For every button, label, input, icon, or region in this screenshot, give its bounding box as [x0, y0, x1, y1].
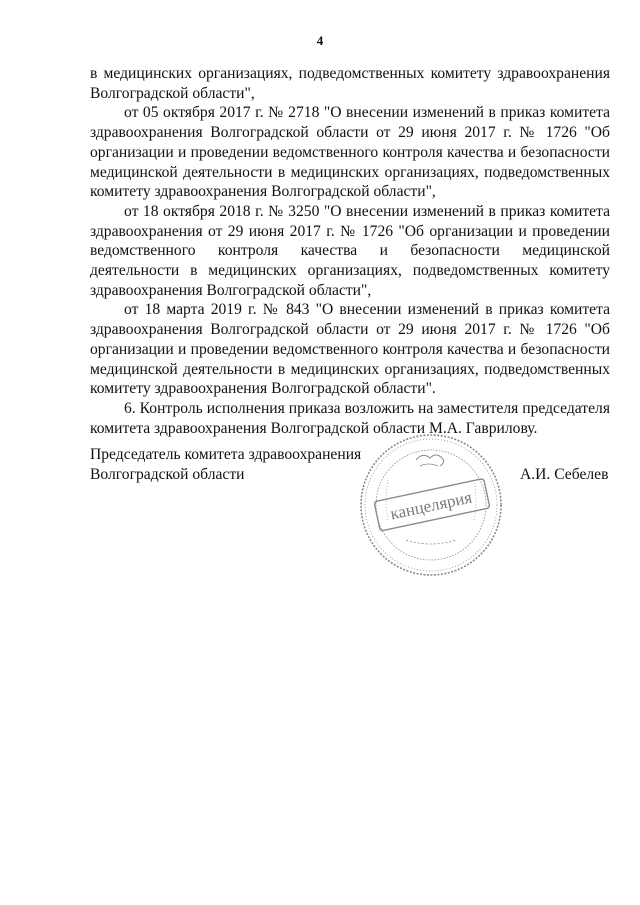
paragraph: 6. Контроль исполнения приказа возложить на заместителя председателя комитета здравоохранения Волгоградской области М.А. Гаврилову.: [90, 399, 610, 437]
signatory-position-line: Председатель комитета здравоохранения: [90, 446, 362, 463]
stamp-text: канцелярия: [388, 487, 474, 524]
page-number: 4: [316, 33, 324, 48]
document-body: [90, 64, 610, 438]
signatory-position: [90, 445, 361, 485]
signatory-name: А.И. Себелев: [520, 466, 609, 483]
office-stamp: [356, 430, 506, 580]
signatory-position-line: Волгоградской области: [90, 466, 245, 483]
paragraph: от 18 марта 2019 г. № 843 "О внесении изменений в приказ комитета здравоохранения Волгоградской области от 29 июня 2017 г. № 1726 "Об организации и проведении ведомственного контроля качества и безопасности медицинской деятельности в медицинских организациях, подведомственных комитету здравоохранения Волгоградской области".: [90, 301, 610, 398]
paragraph: в медицинских организациях, подведомственных комитету здравоохранения Волгоградской области",: [90, 65, 610, 102]
paragraph: от 18 октября 2018 г. № 3250 "О внесении изменений в приказ комитета здравоохранения от 29 июня 2017 г. № 1726 "Об организации и проведении ведомственного контроля качества и безопасности медицинской деятельности в медицинских организациях, подведомственных комитету здравоохранения Волгоградской области",: [90, 202, 610, 299]
paragraph: от 05 октября 2017 г. № 2718 "О внесении изменений в приказ комитета здравоохранения Волгоградской области от 29 июня 2017 г. № 1726 "Об организации и проведении ведомственного контроля качества и безопасности медицинской деятельности в медицинских организациях, подведомственных комитету здравоохранения Волгоградской области",: [90, 104, 610, 201]
